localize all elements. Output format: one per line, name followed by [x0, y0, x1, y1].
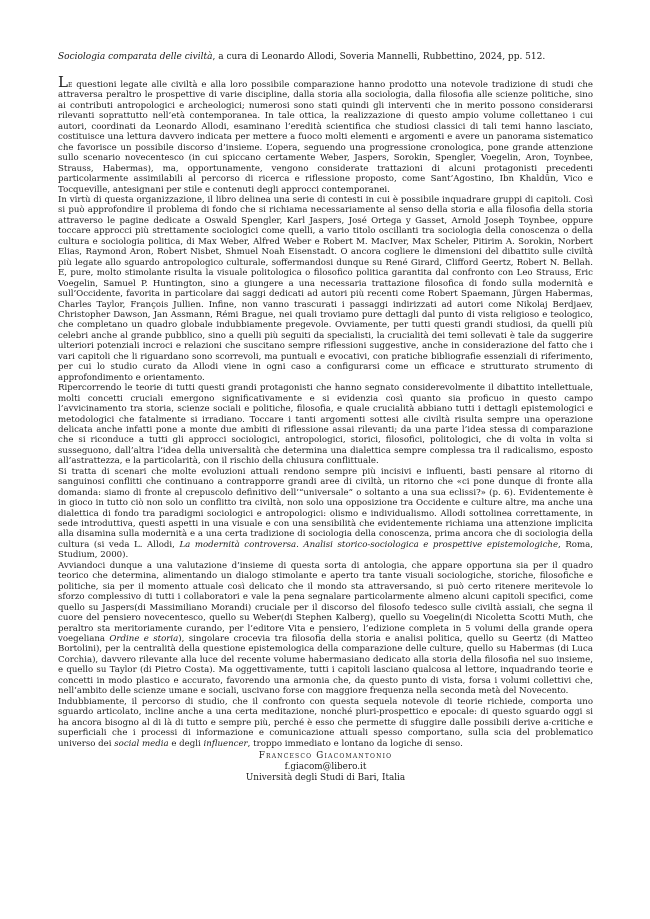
paragraph-1	[58, 73, 593, 195]
paragraph-4-text-a: Si tratta di scenari che molte evoluzioni attuali rendono sempre più incisivi e influenti, basti pensare al ritorno di sanguinosi conflitti che continuano a contrapporre grandi aree di civiltà, un ritorno che «ci pone dunque di fronte alla domanda: siamo di fronte al crepuscolo definitivo dell’“universale” o soltanto a una sua eclissi?» (p. 6). Evidentemente è in gioco in tutto ciò non solo un conflitto tra civiltà, non solo una opposizione tra Occidente e culture altre, ma anche una dialettica di fondo tra paradigmi sociologici e antropologici: olismo e individualismo. Allodi sottolinea correttamente, in sede introduttiva, questi aspetti in una visuale e con una sensibilità che evidentemente richiama una attenzione implicita alla disamina sulla modernità e a una certa tradizione di sociologia della conoscenza, prima ancora che di sociologia della cultura (si veda L. Allodi,	[58, 466, 593, 550]
term-social-media: social media	[114, 738, 169, 749]
book-title: Sociologia comparata delle civiltà	[58, 52, 213, 62]
paragraph-5-text-b: ), singolare crocevia tra filosofia della storia e analisi politica, quello su Geertz (di Matteo Bortolini), per la centralità della questione epistemologica della comparazione delle culture, quello su Habermas (di Luca Corchia), davvero rilevante alla luce del recente volume habermasiano dedicato alla storia della filosofia nel suo insieme, e quello su Taylor (di Pietro Costa). Ma oggettivamente, tutti i capitoli lasciano qualcosa al lettore, inquadrando teorie e concetti in modo plastico e accurato, favorendo una armonia che, da questo punto di vista, forsa i volumi collettivi che, nell’ambito delle scienze umane e sociali, uscivano forse con maggiore frequenza nella seconda metà del Novecento.	[58, 634, 594, 697]
paragraph-5	[58, 561, 593, 697]
cited-work-title: La modernità controversa. Analisi storico-sociologica e prospettive epistemologiche	[179, 539, 559, 550]
signature-block	[58, 751, 593, 784]
author-name: Francesco Giacomantonio	[258, 751, 393, 761]
paragraph-4-text-b: , Roma, Studium, 2000).	[58, 539, 593, 561]
paragraph-5-text-a: Avviandoci dunque a una valutazione d’insieme di questa sorta di antologia, che appare opportuna sia per il quadro teorico che determina, alimentando un dialogo stimolante e aperto tra tante visuali sociologiche, storiche, filosofiche e politiche, sia per il momento attuale così delicato che il mondo sta attraversando, si può certo ritenere meritevole lo sforzo complessivo di tutti i collaboratori e vale la pena segnalare particolarmente almeno alcuni capitoli specifici, come quello su Jaspers(di Massimiliano Morandi) cruciale per il discorso del filosofo tedesco sulle civiltà assiali, che segna il cuore del pensiero novecentesco, quello su Weber(di Stephen Kalberg), quello su Voegelin(di Nicoletta Scotti Muth, che peraltro sta meritoriamente curando, per l’editore Vita e pensiero, l’edizione completa in 5 volumi della grande opera voegeliana	[58, 560, 593, 645]
term-influencer: influencer	[203, 738, 248, 749]
author-affiliation: Università degli Studi di Bari, Italia	[245, 773, 406, 783]
small-caps-start: e	[67, 80, 73, 90]
cited-opera-title: Ordine e storia	[109, 634, 179, 645]
author-email: f.giacom@libero.it	[284, 762, 367, 772]
drop-cap: L	[58, 73, 68, 91]
paragraph-1-text: questioni legate alle civiltà e alla loro possibile comparazione hanno prodotto una notevole tradizione di studi che attraversa peraltro le prospettive di varie discipline, dalla storia alla sociologia, dalla filosofia alle scienze politiche, sino ai contributi antropologici e archeologici; numerosi sono stati quindi gli interventi che in merito possono considerarsi rilevanti soprattutto nell’età contemporanea. In tale ottica, la realizzazione di questo ampio volume collettaneo i cui autori, coordinati da Leonardo Allodi, esaminano l’eredità scientifica che studiosi classici di tali temi hanno lasciato, costituisce una lettura davvero indicata per mettere a fuoco molti elementi e argomenti e avere un panorama sistematico che favorisce un possibile discorso d’insieme. L’opera, seguendo una progressione cronologica, pone grande attenzione sullo scenario novecentesco (in cui spiccano certamente Weber, Jaspers, Sorokin, Spengler, Voegelin, Aron, Toynbee, Strauss, Habermas), ma, opportunamente, vengono considerate trattazioni di alcuni protagonisti precedenti particolarmente assimilabili al percorso di ricerca e riflessione proposto, come Sant’Agostino, Ibn Khaldūn, Vico e Tocqueville, antesignani per stile e contenuti degli approcci contemporanei.	[58, 80, 593, 195]
review-page	[58, 52, 593, 784]
paragraph-3: Ripercorrendo le teorie di tutti questi grandi protagonisti che hanno segnato considerevolmente il dibattito intellettuale, molti concetti cruciali emergono significativamente e si evidenzia così quanto sia proficuo in questo campo l’avvicinamento tra storia, scienze sociali e politiche, filosofia, e quale crucialità abbiano tutti i dettagli epistemologici e metodologici che fatalmente si irradiano. Toccare i tanti argomenti sottesi alle civiltà risulta sempre una operazione delicata anche infatti pone a monte due ambiti di riflessione assai rilevanti; da una parte l’idea stessa di comparazione che si riconduce a tutti gli approcci sociologici, antropologici, storici, filosofici, politologici, che di volta in volta si susseguono, dall’altra l’idea della universalità che determina una dialettica sempre complessa tra il radicalismo, esposto all’astrattezza, e la particolarità, con il rischio della chiusura conflittuale.	[58, 383, 593, 467]
paragraph-6-text-b: , troppo immediato e lontano da logiche di senso.	[247, 738, 463, 749]
paragraph-6	[58, 697, 593, 749]
paragraph-2: In virtù di questa organizzazione, il libro delinea una serie di contesti in cui è possibile inquadrare gruppi di capitoli. Così si può approfondire il problema di fondo che si richiama necessariamente al senso della storia e alla filosofia della storia attraverso le pagine dedicate a Oswald Spengler, Karl Jaspers, José Ortega y Gasset, Arnold Joseph Toynbee, oppure toccare approcci più strettamente sociologici come quelli, a vario titolo oscillanti tra sociologia della conoscenza o della cultura e sociologia politica, di Max Weber, Alfred Weber e Robert M. MacIver, Max Scheler, Pitirim A. Sorokin, Norbert Elias, Raymond Aron, Robert Nisbet, Shmuel Noah Eisenstadt. O ancora cogliere le dimensioni del dibattito sulle civiltà più legate allo sguardo antropologico culturale, soffermandosi dunque su René Girard, Clifford Geertz, Robert N. Bellah. E, pure, molto stimolante risulta la visuale politologica o filosofico politica garantita dal confronto con Leo Strauss, Eric Voegelin, Samuel P. Huntington, sino a giungere a una necessaria trattazione filosofica di fondo sulla modernità e sull’Occidente, favorita in particolare dai saggi dedicati ad autori più recenti come Robert Spaemann, Jürgen Habermas, Charles Taylor, François Jullien. Infine, non vanno trascurati i passaggi indirizzati ad autori come Nikolaj Berdjaev, Christopher Dawson, Jan Assmann, Rémi Brague, nei quali troviamo pure dettagli dal punto di vista religioso e teologico, che completano un quadro globale indubbiamente pregevole. Ovviamente, per tutti questi grandi studiosi, da quelli più celebri anche al grande pubblico, sino a quelli più seguiti da specialisti, la crucialità dei temi sollevati è tale da suggerire ulteriori potenziali incroci e relazioni che suscitano sempre riflessioni suggestive, anche in considerazione del fatto che i vari capitoli che li riguardano sono scorrevoli, ma puntuali e evocativi, con pratiche bibliografie essenziali di riferimento, per cui lo studio curato da Allodi viene in ogni caso a configurarsi come un efficace e strutturato strumento di approfondimento e orientamento.	[58, 194, 593, 383]
book-reference	[58, 52, 593, 63]
paragraph-6-text-a: Indubbiamente, il percorso di studio, che il confronto con questa sequela notevole di teorie richiede, comporta uno sguardo articolato, incline anche a una certa meditazione, nonché pluri-prospettico e epocale: di questo sguardo oggi si ha ancora bisogno al di là di tutto e sempre più, perché è esso che permette di sfuggire dalle possibili derive a-critiche e superficiali che i processi di informazione e comunicazione attuali spesso comportano, sulla scia del problematico universo dei	[58, 696, 593, 749]
paragraph-4	[58, 467, 593, 561]
paragraph-6-text-mid: e degli	[168, 738, 204, 749]
book-details: , a cura di Leonardo Allodi, Soveria Mannelli, Rubbettino, 2024, pp. 512.	[212, 52, 546, 62]
